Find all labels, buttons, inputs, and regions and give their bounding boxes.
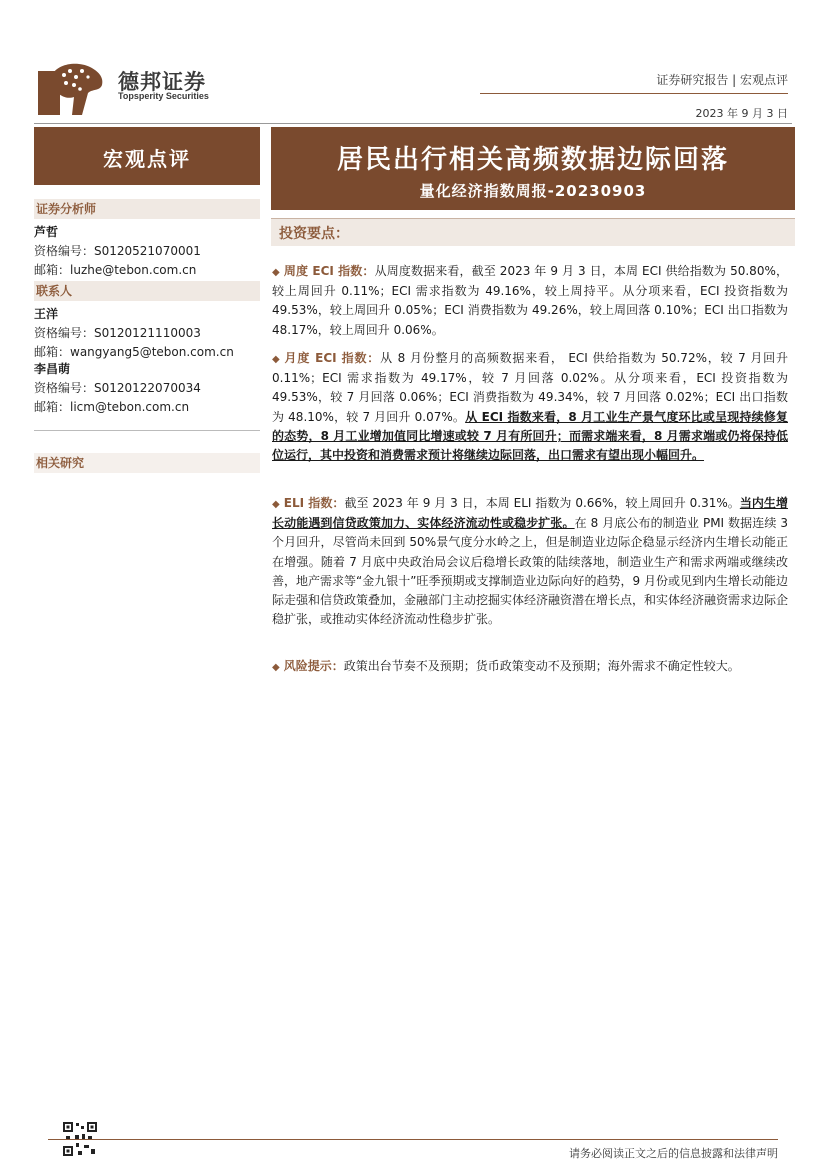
report-date: 2023 年 9 月 3 日	[695, 107, 788, 120]
top-divider	[34, 123, 792, 124]
header-divider	[480, 93, 788, 94]
category-banner	[34, 127, 260, 185]
monthly-eci-emphasis: 从 ECI 指数来看，8 月工业生产景气度环比或呈现持续修复的态势，8 月工业增加值同比增速或较 7 月有所回升；而需求端来看，8 月需求端或仍将保持低位运行，其中投资和消费需求预计将继续边际回落，出口需求有望出现小幅回升。	[272, 409, 788, 463]
contact-heading: 联系人	[34, 281, 260, 301]
report-type: 证券研究报告 | 宏观点评	[656, 73, 788, 87]
logo-english-text: Topsperity Securities	[118, 91, 209, 101]
legal-disclaimer[interactable]: 请务必阅读正文之后的信息披露和法律声明	[569, 1147, 778, 1160]
key-points-heading: 投资要点：	[279, 226, 349, 242]
monthly-eci-paragraph	[272, 349, 788, 465]
footer-divider	[48, 1139, 778, 1140]
weekly-eci-paragraph	[272, 262, 788, 340]
report-title: 居民出行相关高频数据边际回落	[336, 145, 729, 175]
analyst-heading: 证券分析师	[34, 199, 260, 219]
eli-emphasis: 当内生增长动能遇到信贷政策加力、实体经济流动性或稳步扩张。	[272, 496, 788, 531]
title-banner	[271, 127, 795, 210]
related-research-heading: 相关研究	[34, 453, 260, 473]
bullet-icon: ◆	[272, 354, 281, 365]
contact-name: 李昌萌	[34, 362, 71, 376]
analyst-cert: 资格编号：S0120521070001	[34, 244, 201, 258]
monthly-eci-text: 从 8 月份整月的高频数据来看， ECI 供给指数为 50.72%，较 7 月回升 0.11%；ECI 需求指数为 49.17%，较 7 月回落 0.02%。从分项来看，ECI 投资指数为 49.53%，较 7 月回落 0.06%；ECI 消费指数为 49.34%，较 7 月回落 0.02%；ECI 出口指数为 48.10%，较 7 月回升 0.07%。	[272, 351, 788, 424]
category-label: 宏观点评	[103, 147, 191, 171]
weekly-eci-text: 从周度数据来看，截至 2023 年 9 月 3 日，本周 ECI 供给指数为 50.80%，较上周回升 0.11%；ECI 需求指数为 49.16%，较上周持平。从分项来看，ECI 投资指数为 49.53%，较上周回升 0.05%；ECI 消费指数为 49.26%，较上周回落 0.10%；ECI 出口指数为 48.17%，较上周回升 0.06%。	[272, 264, 788, 337]
risk-paragraph	[272, 657, 788, 677]
analyst-name: 芦哲	[34, 225, 59, 239]
report-subtitle: 量化经济指数周报-20230903	[419, 182, 647, 200]
sidebar-divider	[34, 430, 260, 431]
contact-cert: 资格编号：S0120122070034	[34, 381, 201, 395]
leopard-logo-icon	[38, 57, 106, 115]
contact-cert: 资格编号：S0120121110003	[34, 326, 201, 340]
logo-text: 德邦证券	[118, 70, 206, 94]
contact-email[interactable]: 邮箱：wangyang5@tebon.com.cn	[34, 345, 234, 359]
eli-paragraph	[272, 494, 788, 629]
monthly-eci-label: 月度 ECI 指数：	[284, 351, 381, 365]
risk-label: 风险提示：	[283, 659, 344, 673]
analyst-email[interactable]: 邮箱：luzhe@tebon.com.cn	[34, 263, 197, 277]
contact-email[interactable]: 邮箱：licm@tebon.com.cn	[34, 400, 190, 414]
bullet-icon: ◆	[272, 662, 280, 673]
bullet-icon: ◆	[272, 267, 280, 278]
weekly-eci-label: 周度 ECI 指数：	[283, 264, 375, 278]
contact-name: 王洋	[34, 307, 59, 321]
eli-text: 截至 2023 年 9 月 3 日，本周 ELI 指数为 0.66%，较上周回升 0.31%。	[344, 496, 740, 510]
key-points-bar	[271, 218, 795, 246]
eli-label: ELI 指数：	[283, 496, 345, 510]
bullet-icon: ◆	[272, 499, 280, 510]
risk-text: 政策出台节奏不及预期；货币政策变动不及预期；海外需求不确定性较大。	[343, 659, 740, 673]
eli-text-continued: 在 8 月底公布的制造业 PMI 数据连续 3 个月回升，尽管尚未回到 50%景气度分水岭之上，但是制造业边际企稳显示经济内生增长动能正在增强。随着 7 月底中央政治局会议后稳增长政策的陆续落地，制造业生产和需求两端或继续改善，地产需求等“金九银十”旺季预期或支撑制造业边际向好的趋势，9 月份或见到内生增长动能边际走强和信贷政策叠加，金融部门主动挖掘实体经济融资潜在增长点，和实体经济融资需求边际企稳扩张，或推动实体经济流动性稳步扩张。	[272, 516, 789, 627]
